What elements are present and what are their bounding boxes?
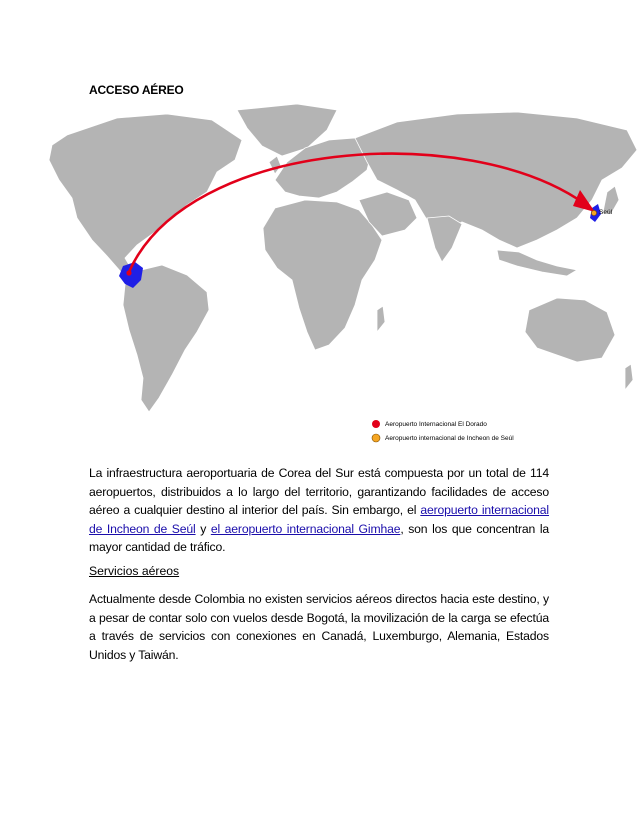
gimhae-airport-link[interactable]: el aeropuerto internacional Gimhae — [210, 521, 401, 536]
australia-shape — [525, 298, 615, 362]
southeast-asia-shape — [497, 250, 577, 276]
paragraph-text: y — [195, 521, 211, 536]
legend-label-incheon: Aeropuerto internacional de Incheon de Seúl — [385, 435, 514, 442]
el-dorado-marker — [126, 270, 131, 275]
paragraph-text: , son los que concentran la mayor cantidad de tráfico. — [89, 521, 550, 554]
new-zealand-shape — [625, 364, 633, 390]
africa-shape — [263, 200, 382, 350]
world-map — [37, 100, 638, 452]
incheon-airport-link[interactable]: aeropuerto internacional de Incheon de Seúl — [89, 503, 549, 536]
page-heading: ACCESO AÉREO — [89, 83, 184, 97]
section-title-air-services: Servicios aéreos — [89, 564, 180, 578]
south-america-shape — [123, 265, 209, 412]
map-legend — [372, 420, 514, 442]
legend-marker-incheon — [372, 434, 380, 442]
uk-shape — [269, 156, 281, 174]
india-shape — [427, 216, 462, 262]
intro-paragraph — [89, 464, 549, 557]
incheon-marker — [591, 210, 596, 215]
madagascar-shape — [377, 306, 385, 332]
paragraph-text: La infraestructura aeroportuaria de Corea del Sur está compuesta por un total de 114 aeropuertos, distribuidos a lo largo del territorio, garantizando facilidades de acceso aéreo a cualquier destino al interior del país. Sin embargo, el — [89, 466, 549, 517]
north-america-shape — [49, 114, 242, 282]
seoul-label: Seúl — [599, 209, 613, 216]
legend-label-el-dorado: Aeropuerto Internacional El Dorado — [385, 421, 487, 428]
legend-marker-el-dorado — [372, 420, 380, 428]
air-services-paragraph: Actualmente desde Colombia no existen servicios aéreos directos hacia este destino, y a pesar de contar solo con vuelos desde Bogotá, la movilización de la carga se efectúa a través de servicios con conexiones en Canadá, Luxemburgo, Alemania, Estados Unidos y Taiwán. — [89, 592, 549, 662]
